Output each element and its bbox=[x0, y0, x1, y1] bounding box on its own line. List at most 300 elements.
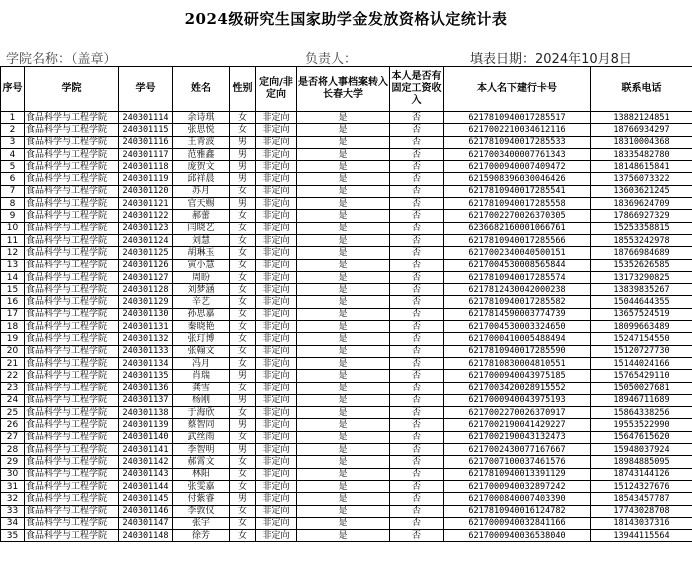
cell-college: 食品科学与工程学院 bbox=[25, 136, 119, 148]
table-row bbox=[1, 136, 692, 148]
cell-name: 刘梦涵 bbox=[173, 284, 230, 296]
cell-student-id: 240301123 bbox=[119, 222, 173, 234]
cell-student-id: 240301124 bbox=[119, 234, 173, 246]
cell-name: 张玎博 bbox=[173, 333, 230, 345]
cell-gender: 女 bbox=[230, 480, 256, 492]
cell-college: 食品科学与工程学院 bbox=[25, 493, 119, 505]
table-row bbox=[1, 493, 692, 505]
table-row bbox=[1, 431, 692, 443]
cell-gender: 女 bbox=[230, 321, 256, 333]
cell-phone: 18984885095 bbox=[591, 456, 692, 468]
cell-gender: 女 bbox=[230, 407, 256, 419]
header-name: 姓名 bbox=[173, 67, 230, 112]
cell-name: 于海欣 bbox=[173, 407, 230, 419]
cell-student-id: 240301121 bbox=[119, 198, 173, 210]
header-archive-transfer: 是否将人事档案转入长春大学 bbox=[297, 67, 390, 112]
cell-college: 食品科学与工程学院 bbox=[25, 198, 119, 210]
cell-phone: 18099663489 bbox=[591, 321, 692, 333]
cell-bank-card: 6217810940013391129 bbox=[444, 468, 591, 480]
cell-student-id: 240301117 bbox=[119, 148, 173, 160]
cell-gender: 男 bbox=[230, 198, 256, 210]
table-row bbox=[1, 124, 692, 136]
cell-student-id: 240301118 bbox=[119, 161, 173, 173]
cell-gender: 男 bbox=[230, 419, 256, 431]
cell-orientation: 非定向 bbox=[256, 124, 297, 136]
cell-gender: 女 bbox=[230, 308, 256, 320]
cell-phone: 18553242978 bbox=[591, 234, 692, 246]
cell-orientation: 非定向 bbox=[256, 370, 297, 382]
cell-fixed-income: 否 bbox=[390, 493, 444, 505]
header-orientation: 定向/非定向 bbox=[256, 67, 297, 112]
fill-date-field bbox=[470, 48, 632, 67]
cell-name: 林阳 bbox=[173, 468, 230, 480]
table-row bbox=[1, 247, 692, 259]
cell-orientation: 非定向 bbox=[256, 259, 297, 271]
cell-name: 胡琳玉 bbox=[173, 247, 230, 259]
cell-index: 12 bbox=[1, 247, 25, 259]
table-row bbox=[1, 284, 692, 296]
cell-bank-card: 6217810940017285533 bbox=[444, 136, 591, 148]
cell-bank-card: 6217000940007409472 bbox=[444, 161, 591, 173]
cell-orientation: 非定向 bbox=[256, 222, 297, 234]
cell-gender: 女 bbox=[230, 333, 256, 345]
cell-orientation: 非定向 bbox=[256, 444, 297, 456]
college-name-label: 学院名称：（盖章） bbox=[6, 52, 117, 67]
cell-college: 食品科学与工程学院 bbox=[25, 480, 119, 492]
table-row bbox=[1, 419, 692, 431]
cell-name: 寅小慧 bbox=[173, 259, 230, 271]
cell-phone: 13603621245 bbox=[591, 185, 692, 197]
cell-fixed-income: 否 bbox=[390, 259, 444, 271]
cell-college: 食品科学与工程学院 bbox=[25, 505, 119, 517]
cell-index: 8 bbox=[1, 198, 25, 210]
cell-phone: 15352626585 bbox=[591, 259, 692, 271]
cell-orientation: 非定向 bbox=[256, 530, 297, 542]
cell-phone: 13839835267 bbox=[591, 284, 692, 296]
cell-student-id: 240301127 bbox=[119, 271, 173, 283]
header-college: 学院 bbox=[25, 67, 119, 112]
cell-college: 食品科学与工程学院 bbox=[25, 185, 119, 197]
cell-student-id: 240301134 bbox=[119, 357, 173, 369]
table-row bbox=[1, 382, 692, 394]
cell-gender: 男 bbox=[230, 444, 256, 456]
cell-name: 王青波 bbox=[173, 136, 230, 148]
cell-fixed-income: 否 bbox=[390, 308, 444, 320]
cell-name: 肖瑞 bbox=[173, 370, 230, 382]
cell-bank-card: 6217810940017285574 bbox=[444, 271, 591, 283]
cell-name: 杨刚 bbox=[173, 394, 230, 406]
cell-fixed-income: 否 bbox=[390, 419, 444, 431]
table-row bbox=[1, 480, 692, 492]
cell-orientation: 非定向 bbox=[256, 493, 297, 505]
cell-index: 16 bbox=[1, 296, 25, 308]
cell-bank-card: 6217004530003324650 bbox=[444, 321, 591, 333]
cell-archive-transfer: 是 bbox=[297, 124, 390, 136]
cell-archive-transfer: 是 bbox=[297, 284, 390, 296]
cell-college: 食品科学与工程学院 bbox=[25, 284, 119, 296]
cell-archive-transfer: 是 bbox=[297, 161, 390, 173]
cell-college: 食品科学与工程学院 bbox=[25, 234, 119, 246]
cell-index: 18 bbox=[1, 321, 25, 333]
cell-fixed-income: 否 bbox=[390, 370, 444, 382]
cell-orientation: 非定向 bbox=[256, 112, 297, 124]
cell-index: 6 bbox=[1, 173, 25, 185]
cell-orientation: 非定向 bbox=[256, 148, 297, 160]
cell-archive-transfer: 是 bbox=[297, 136, 390, 148]
cell-student-id: 240301137 bbox=[119, 394, 173, 406]
cell-bank-card: 6217002270026370917 bbox=[444, 407, 591, 419]
cell-orientation: 非定向 bbox=[256, 136, 297, 148]
cell-phone: 13944115564 bbox=[591, 530, 692, 542]
cell-fixed-income: 否 bbox=[390, 333, 444, 345]
cell-college: 食品科学与工程学院 bbox=[25, 357, 119, 369]
cell-phone: 15044644355 bbox=[591, 296, 692, 308]
cell-orientation: 非定向 bbox=[256, 271, 297, 283]
cell-archive-transfer: 是 bbox=[297, 112, 390, 124]
cell-archive-transfer: 是 bbox=[297, 345, 390, 357]
cell-student-id: 240301130 bbox=[119, 308, 173, 320]
fill-date-label: 填表日期：2024年10月8日 bbox=[470, 52, 632, 67]
cell-college: 食品科学与工程学院 bbox=[25, 112, 119, 124]
cell-name: 郝蕾 bbox=[173, 210, 230, 222]
cell-gender: 女 bbox=[230, 124, 256, 136]
cell-archive-transfer: 是 bbox=[297, 357, 390, 369]
cell-gender: 女 bbox=[230, 357, 256, 369]
cell-student-id: 240301125 bbox=[119, 247, 173, 259]
table-row bbox=[1, 210, 692, 222]
cell-gender: 女 bbox=[230, 112, 256, 124]
cell-phone: 13882124851 bbox=[591, 112, 692, 124]
cell-bank-card: 6217000940043975185 bbox=[444, 370, 591, 382]
cell-fixed-income: 否 bbox=[390, 136, 444, 148]
cell-index: 22 bbox=[1, 370, 25, 382]
cell-index: 15 bbox=[1, 284, 25, 296]
cell-gender: 女 bbox=[230, 505, 256, 517]
cell-fixed-income: 否 bbox=[390, 407, 444, 419]
cell-fixed-income: 否 bbox=[390, 505, 444, 517]
cell-archive-transfer: 是 bbox=[297, 198, 390, 210]
cell-index: 21 bbox=[1, 357, 25, 369]
cell-bank-card: 6217810830004810551 bbox=[444, 357, 591, 369]
cell-archive-transfer: 是 bbox=[297, 234, 390, 246]
cell-gender: 女 bbox=[230, 247, 256, 259]
cell-phone: 18335482780 bbox=[591, 148, 692, 160]
cell-name: 闫晓艺 bbox=[173, 222, 230, 234]
cell-archive-transfer: 是 bbox=[297, 222, 390, 234]
cell-college: 食品科学与工程学院 bbox=[25, 308, 119, 320]
cell-college: 食品科学与工程学院 bbox=[25, 271, 119, 283]
cell-name: 苏月 bbox=[173, 185, 230, 197]
cell-orientation: 非定向 bbox=[256, 321, 297, 333]
cell-index: 30 bbox=[1, 468, 25, 480]
cell-archive-transfer: 是 bbox=[297, 210, 390, 222]
cell-name: 张雯嘉 bbox=[173, 480, 230, 492]
cell-archive-transfer: 是 bbox=[297, 456, 390, 468]
cell-phone: 18148615841 bbox=[591, 161, 692, 173]
cell-archive-transfer: 是 bbox=[297, 394, 390, 406]
cell-orientation: 非定向 bbox=[256, 185, 297, 197]
cell-index: 4 bbox=[1, 148, 25, 160]
cell-gender: 女 bbox=[230, 259, 256, 271]
cell-orientation: 非定向 bbox=[256, 517, 297, 529]
cell-fixed-income: 否 bbox=[390, 161, 444, 173]
cell-archive-transfer: 是 bbox=[297, 308, 390, 320]
cell-index: 2 bbox=[1, 124, 25, 136]
table-row bbox=[1, 530, 692, 542]
cell-name: 邱祥晨 bbox=[173, 173, 230, 185]
cell-phone: 18369624709 bbox=[591, 198, 692, 210]
cell-bank-card: 6217810940017285566 bbox=[444, 234, 591, 246]
cell-fixed-income: 否 bbox=[390, 468, 444, 480]
cell-index: 27 bbox=[1, 431, 25, 443]
cell-name: 张宇 bbox=[173, 517, 230, 529]
cell-orientation: 非定向 bbox=[256, 234, 297, 246]
cell-bank-card: 6217000940032841166 bbox=[444, 517, 591, 529]
cell-gender: 女 bbox=[230, 210, 256, 222]
cell-student-id: 240301114 bbox=[119, 112, 173, 124]
cell-index: 5 bbox=[1, 161, 25, 173]
cell-college: 食品科学与工程学院 bbox=[25, 161, 119, 173]
cell-college: 食品科学与工程学院 bbox=[25, 259, 119, 271]
cell-index: 24 bbox=[1, 394, 25, 406]
cell-orientation: 非定向 bbox=[256, 407, 297, 419]
cell-gender: 女 bbox=[230, 271, 256, 283]
cell-student-id: 240301136 bbox=[119, 382, 173, 394]
cell-student-id: 240301135 bbox=[119, 370, 173, 382]
cell-gender: 女 bbox=[230, 517, 256, 529]
table-row bbox=[1, 173, 692, 185]
cell-archive-transfer: 是 bbox=[297, 530, 390, 542]
cell-bank-card: 6217002340040500151 bbox=[444, 247, 591, 259]
cell-college: 食品科学与工程学院 bbox=[25, 148, 119, 160]
cell-phone: 17866927329 bbox=[591, 210, 692, 222]
cell-phone: 15124327676 bbox=[591, 480, 692, 492]
cell-gender: 女 bbox=[230, 234, 256, 246]
cell-bank-card: 6236682160001066761 bbox=[444, 222, 591, 234]
cell-name: 余诗琪 bbox=[173, 112, 230, 124]
cell-gender: 女 bbox=[230, 468, 256, 480]
header-row bbox=[1, 67, 692, 112]
cell-index: 13 bbox=[1, 259, 25, 271]
cell-orientation: 非定向 bbox=[256, 296, 297, 308]
table-row bbox=[1, 185, 692, 197]
cell-archive-transfer: 是 bbox=[297, 419, 390, 431]
cell-index: 29 bbox=[1, 456, 25, 468]
cell-archive-transfer: 是 bbox=[297, 321, 390, 333]
cell-college: 食品科学与工程学院 bbox=[25, 407, 119, 419]
cell-student-id: 240301129 bbox=[119, 296, 173, 308]
cell-name: 冯月 bbox=[173, 357, 230, 369]
cell-index: 23 bbox=[1, 382, 25, 394]
cell-bank-card: 6217007100037461576 bbox=[444, 456, 591, 468]
header-gender: 性别 bbox=[230, 67, 256, 112]
cell-college: 食品科学与工程学院 bbox=[25, 124, 119, 136]
cell-fixed-income: 否 bbox=[390, 357, 444, 369]
cell-gender: 女 bbox=[230, 382, 256, 394]
cell-student-id: 240301119 bbox=[119, 173, 173, 185]
table-row bbox=[1, 198, 692, 210]
cell-college: 食品科学与工程学院 bbox=[25, 222, 119, 234]
cell-bank-card: 6217000410005488494 bbox=[444, 333, 591, 345]
cell-archive-transfer: 是 bbox=[297, 185, 390, 197]
cell-college: 食品科学与工程学院 bbox=[25, 394, 119, 406]
header-index: 序号 bbox=[1, 67, 25, 112]
cell-student-id: 240301115 bbox=[119, 124, 173, 136]
cell-index: 9 bbox=[1, 210, 25, 222]
cell-fixed-income: 否 bbox=[390, 173, 444, 185]
table-row bbox=[1, 517, 692, 529]
cell-bank-card: 6217003420028915552 bbox=[444, 382, 591, 394]
cell-archive-transfer: 是 bbox=[297, 173, 390, 185]
cell-bank-card: 6215908396030046426 bbox=[444, 173, 591, 185]
cell-gender: 女 bbox=[230, 222, 256, 234]
table-row bbox=[1, 407, 692, 419]
table-row bbox=[1, 271, 692, 283]
cell-bank-card: 6217810940017285590 bbox=[444, 345, 591, 357]
cell-archive-transfer: 是 bbox=[297, 259, 390, 271]
table-row bbox=[1, 370, 692, 382]
cell-student-id: 240301141 bbox=[119, 444, 173, 456]
cell-fixed-income: 否 bbox=[390, 431, 444, 443]
cell-college: 食品科学与工程学院 bbox=[25, 321, 119, 333]
cell-college: 食品科学与工程学院 bbox=[25, 456, 119, 468]
cell-phone: 18143037316 bbox=[591, 517, 692, 529]
cell-name: 郝霄文 bbox=[173, 456, 230, 468]
cell-student-id: 240301146 bbox=[119, 505, 173, 517]
cell-phone: 15864338256 bbox=[591, 407, 692, 419]
cell-fixed-income: 否 bbox=[390, 124, 444, 136]
cell-index: 20 bbox=[1, 345, 25, 357]
cell-phone: 15144024166 bbox=[591, 357, 692, 369]
cell-fixed-income: 否 bbox=[390, 271, 444, 283]
cell-student-id: 240301147 bbox=[119, 517, 173, 529]
cell-phone: 15253358815 bbox=[591, 222, 692, 234]
cell-college: 食品科学与工程学院 bbox=[25, 247, 119, 259]
cell-archive-transfer: 是 bbox=[297, 382, 390, 394]
cell-name: 官天赐 bbox=[173, 198, 230, 210]
cell-name: 蔡智同 bbox=[173, 419, 230, 431]
cell-fixed-income: 否 bbox=[390, 247, 444, 259]
cell-college: 食品科学与工程学院 bbox=[25, 382, 119, 394]
cell-fixed-income: 否 bbox=[390, 222, 444, 234]
cell-archive-transfer: 是 bbox=[297, 480, 390, 492]
cell-student-id: 240301139 bbox=[119, 419, 173, 431]
cell-gender: 女 bbox=[230, 345, 256, 357]
cell-bank-card: 6217000940043975193 bbox=[444, 394, 591, 406]
cell-college: 食品科学与工程学院 bbox=[25, 345, 119, 357]
header-student-id: 学号 bbox=[119, 67, 173, 112]
cell-name: 刘慧 bbox=[173, 234, 230, 246]
cell-index: 26 bbox=[1, 419, 25, 431]
responsible-person-label: 负责人： bbox=[305, 52, 358, 67]
cell-orientation: 非定向 bbox=[256, 419, 297, 431]
table-row bbox=[1, 161, 692, 173]
cell-college: 食品科学与工程学院 bbox=[25, 517, 119, 529]
cell-index: 34 bbox=[1, 517, 25, 529]
cell-bank-card: 6217002190041429227 bbox=[444, 419, 591, 431]
cell-bank-card: 6217002190043132473 bbox=[444, 431, 591, 443]
cell-bank-card: 6217810940017285582 bbox=[444, 296, 591, 308]
table-row bbox=[1, 394, 692, 406]
table-row bbox=[1, 222, 692, 234]
cell-orientation: 非定向 bbox=[256, 505, 297, 517]
cell-index: 11 bbox=[1, 234, 25, 246]
cell-name: 徐芳 bbox=[173, 530, 230, 542]
cell-bank-card: 6217810940017285558 bbox=[444, 198, 591, 210]
cell-student-id: 240301138 bbox=[119, 407, 173, 419]
cell-phone: 15247154550 bbox=[591, 333, 692, 345]
cell-fixed-income: 否 bbox=[390, 444, 444, 456]
cell-orientation: 非定向 bbox=[256, 333, 297, 345]
cell-college: 食品科学与工程学院 bbox=[25, 333, 119, 345]
cell-orientation: 非定向 bbox=[256, 161, 297, 173]
cell-phone: 13173290825 bbox=[591, 271, 692, 283]
cell-orientation: 非定向 bbox=[256, 468, 297, 480]
table-row bbox=[1, 308, 692, 320]
cell-index: 1 bbox=[1, 112, 25, 124]
table-row bbox=[1, 444, 692, 456]
header-phone: 联系电话 bbox=[591, 67, 692, 112]
cell-phone: 18310004368 bbox=[591, 136, 692, 148]
cell-archive-transfer: 是 bbox=[297, 431, 390, 443]
cell-college: 食品科学与工程学院 bbox=[25, 370, 119, 382]
cell-name: 孙思嘉 bbox=[173, 308, 230, 320]
cell-orientation: 非定向 bbox=[256, 198, 297, 210]
cell-index: 25 bbox=[1, 407, 25, 419]
cell-student-id: 240301142 bbox=[119, 456, 173, 468]
cell-phone: 15120727730 bbox=[591, 345, 692, 357]
cell-fixed-income: 否 bbox=[390, 198, 444, 210]
cell-bank-card: 6217002210034612116 bbox=[444, 124, 591, 136]
cell-phone: 15050027681 bbox=[591, 382, 692, 394]
cell-archive-transfer: 是 bbox=[297, 493, 390, 505]
cell-index: 35 bbox=[1, 530, 25, 542]
cell-bank-card: 6217004530008565844 bbox=[444, 259, 591, 271]
cell-name: 秦晓艳 bbox=[173, 321, 230, 333]
cell-archive-transfer: 是 bbox=[297, 296, 390, 308]
table-row bbox=[1, 259, 692, 271]
cell-college: 食品科学与工程学院 bbox=[25, 530, 119, 542]
cell-bank-card: 6217002270026370305 bbox=[444, 210, 591, 222]
cell-college: 食品科学与工程学院 bbox=[25, 296, 119, 308]
cell-archive-transfer: 是 bbox=[297, 444, 390, 456]
cell-student-id: 240301145 bbox=[119, 493, 173, 505]
cell-fixed-income: 否 bbox=[390, 517, 444, 529]
table-row bbox=[1, 148, 692, 160]
cell-student-id: 240301140 bbox=[119, 431, 173, 443]
cell-index: 32 bbox=[1, 493, 25, 505]
cell-index: 7 bbox=[1, 185, 25, 197]
cell-fixed-income: 否 bbox=[390, 234, 444, 246]
cell-college: 食品科学与工程学院 bbox=[25, 210, 119, 222]
table-row bbox=[1, 357, 692, 369]
cell-student-id: 240301122 bbox=[119, 210, 173, 222]
cell-fixed-income: 否 bbox=[390, 456, 444, 468]
cell-index: 17 bbox=[1, 308, 25, 320]
table-row bbox=[1, 321, 692, 333]
table-row bbox=[1, 456, 692, 468]
cell-student-id: 240301126 bbox=[119, 259, 173, 271]
cell-name: 龚雪 bbox=[173, 382, 230, 394]
table-row bbox=[1, 112, 692, 124]
cell-index: 33 bbox=[1, 505, 25, 517]
cell-student-id: 240301116 bbox=[119, 136, 173, 148]
table-row bbox=[1, 296, 692, 308]
cell-fixed-income: 否 bbox=[390, 321, 444, 333]
cell-student-id: 240301128 bbox=[119, 284, 173, 296]
cell-phone: 13756073322 bbox=[591, 173, 692, 185]
cell-college: 食品科学与工程学院 bbox=[25, 444, 119, 456]
